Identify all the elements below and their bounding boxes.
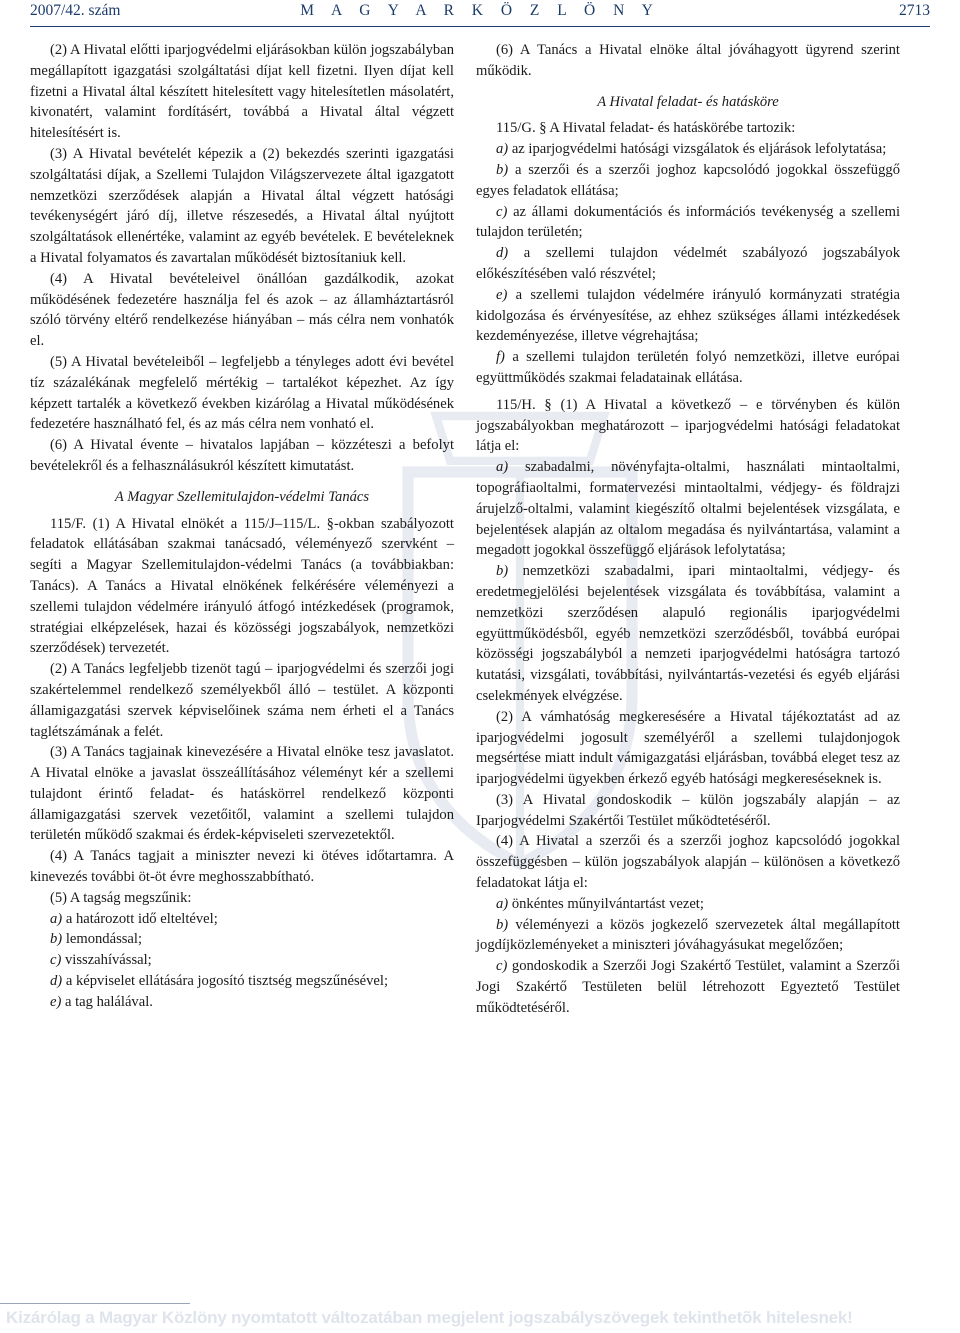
list-label: b) <box>496 563 509 580</box>
paragraph: (2) A Hivatal előtti iparjogvédelmi eljárásokban külön jogszabályban megállapított igazgatási szolgáltatási díjat kell fizetni. Ilyen díjat kell fizetni a Hivatal által készített hitelesített vagy hitelesítetlen másolatért, kivonatért, valamint fordításért, továbbá a Hivatal által végzett hitelesítésért is. <box>30 42 454 142</box>
list-item <box>476 457 900 561</box>
page-header <box>30 2 930 26</box>
list-label: a) <box>496 895 509 912</box>
list-item <box>30 929 454 950</box>
list-text: a szellemi tulajdon területén folyó nemzetközi, illetve európai együttműködés szakmai feladatainak ellátása. <box>476 349 900 386</box>
paragraph: (3) A Tanács tagjainak kinevezésére a Hivatal elnöke tesz javaslatot. A Hivatal elnöke a javaslat összeállításához véleményt kér a szellemi tulajdont érintő feladat- és hatáskörrel rendelkező központi államigazgatási szervek vezetőitől, valamint a szellemi tulajdon területén működő szakmai és érdek-képviseleti szervezetektől. <box>30 744 454 844</box>
section-heading: A Magyar Szellemitulajdon-védelmi Tanács <box>114 488 370 505</box>
list-item <box>476 894 900 915</box>
list-item <box>476 285 900 347</box>
list-item <box>476 915 900 957</box>
list-text: a szellemi tulajdon védelmét szabályozó jogszabályok előkészítésében való részvétel; <box>476 245 900 282</box>
list-label: b) <box>496 161 509 178</box>
paragraph: (4) A Hivatal a szerzői és a szerzői joghoz kapcsolódó jogokkal összefüggésben – külön jogszabályok alapján – különösen a következő feladatokat látja el: <box>476 833 900 892</box>
list-text: a tag halálával. <box>61 993 153 1010</box>
list-label: e) <box>496 286 508 303</box>
issue-number: 2007/42. szám <box>30 2 121 19</box>
list-label: f) <box>496 349 505 366</box>
paragraph: (5) A Hivatal bevételeiből – legfeljebb a tényleges adott évi bevétel tíz százalékának megfelelő mértékig – tartalékot képezhet. Az így képzett tartalék a következő években kizárólag a Hivatal működésének fedezetére használható fel, és az más célra nem vonható el. <box>30 353 454 433</box>
list-item <box>30 909 454 930</box>
section-heading: A Hivatal feladat- és hatásköre <box>597 93 779 110</box>
paragraph: (2) A vámhatóság megkeresésére a Hivatal tájékoztatást ad az iparjogvédelmi jogosult személyéről a szellemi tulajdonjogok megsértése miatt indult vámigazgatási eljárásban, továbbá eleget tesz az iparjogvédelmi ügyekben érkező egyéb hatósági megkereséseknek is. <box>476 708 900 788</box>
paragraph: (3) A Hivatal bevételét képezik a (2) bekezdés szerinti igazgatási szolgáltatási díjak, a Szellemi Tulajdon Világszervezete által igazgatott nemzetközi szerződések alapján a Hivatal által végzett hatósági tevékenységért járó díj, illetve részesedés, a Hivatal által nyújtott szolgáltatások ellenértéke, valamint az egyéb bevételek. E bevételeknek a Hivatal folyamatos és zavartalan működését biztosítaniuk kell. <box>30 145 454 266</box>
paragraph: (3) A Hivatal gondoskodik – külön jogszabály alapján – az Iparjogvédelmi Szakértői Testület működtetéséről. <box>476 791 900 829</box>
paragraph: (4) A Hivatal bevételeivel önállóan gazdálkodik, azokat működésének fedezetére használja fel és azok – az államháztartásról szóló törvény eltérő rendelkezése hiányában – más célra nem vonhatók el. <box>30 270 454 350</box>
list-label: a) <box>50 910 63 927</box>
paragraph: (2) A Tanács legfeljebb tizenöt tagú – iparjogvédelmi és szerzői jogi szakértelemmel rendelkező személyekből álló – testület. A központi államigazgatási szervek képviselőinek száma nem érheti el a Tanács taglétszámának a felét. <box>30 661 454 740</box>
list-item <box>30 971 454 992</box>
paragraph: (5) A tagság megszűnik: <box>50 889 192 906</box>
list-text: önkéntes műnyilvántartást vezet; <box>508 895 704 912</box>
paragraph: (4) A Tanács tagjait a miniszter nevezi ki ötéves időtartamra. A kinevezés további öt-öt évre meghosszabbítható. <box>30 848 454 886</box>
header-rule <box>30 26 930 27</box>
list-item <box>476 243 900 285</box>
list-label: d) <box>50 973 63 990</box>
list-item <box>476 956 900 1018</box>
list-text: a szellemi tulajdon védelmére irányuló kormányzati stratégia kidolgozása és érvényesítése, az ehhez szükséges állami intézkedések kezdeményezése, illetve végrehajtása; <box>476 286 900 345</box>
list-item <box>476 347 900 389</box>
list-text: a szerzői és a szerzői joghoz kapcsolódó jogokkal összefüggő egyes feladatok ellátása; <box>476 161 900 199</box>
list-item <box>476 561 900 707</box>
list-text: nemzetközi szabadalmi, ipari mintaoltalmi, védjegy- és eredetmegjelölési bejelentések vizsgálata és továbbítása, valamint a nemzetközi szerződésen alapuló regionális iparjogvédelmi együttműködésből, egyéb nemzetközi szerződésből, továbbá európai közösségi jogszabályból a nemzeti iparjogvédelmi hatóságra tartozó kutatási, vizsgálati, továbbítási, nyilvántartás-vezetési és egyéb eljárási cselekmények elvégzése. <box>476 563 900 704</box>
authenticity-notice: Kizárólag a Magyar Közlöny nyomtatott változatában megjelent jogszabályszövegek tekinthetõk hitelesnek! <box>6 1308 853 1327</box>
paragraph: (6) A Tanács a Hivatal elnöke által jóváhagyott ügyrend szerint működik. <box>476 42 900 79</box>
list-label: b) <box>50 931 63 948</box>
paragraph: 115/H. § (1) A Hivatal a következő – e törvényben és külön jogszabályokban meghatározott – iparjogvédelmi hatósági feladatokat látja el: <box>476 396 900 455</box>
list-item <box>476 202 900 244</box>
list-item <box>476 139 900 160</box>
list-label: d) <box>496 245 509 262</box>
list-text: az iparjogvédelmi hatósági vizsgálatok és eljárások lefolytatása; <box>508 141 887 158</box>
list-text: az állami dokumentációs és információs tevékenység a szellemi tulajdon területén; <box>476 203 900 241</box>
list-label: c) <box>50 952 62 969</box>
list-label: b) <box>496 916 509 933</box>
list-text: visszahívással; <box>61 952 152 969</box>
list-text: gondoskodik a Szerzői Jogi Szakértő Testület, valamint a Szerzői Jogi Szakértő Testületen belül létrehozott Egyeztető Testület működtetéséről. <box>476 958 900 1016</box>
list-text: a határozott idő elteltével; <box>62 910 218 927</box>
left-column <box>30 40 454 1013</box>
list-label: c) <box>496 203 508 220</box>
paragraph: (6) A Hivatal évente – hivatalos lapjában – közzéteszi a befolyt bevételekről és a felhasználásukról készített kimutatást. <box>30 437 454 474</box>
page-number: 2713 <box>899 2 930 19</box>
publication-title: M A G Y A R K Ö Z L Ö N Y <box>300 2 660 19</box>
list-text: véleményezi a közös jogkezelő szervezetek által megállapított jogdíjközleményeket a miniszteri jóváhagyásukat megelőzően; <box>476 916 900 954</box>
list-label: a) <box>496 141 509 158</box>
list-label: e) <box>50 993 62 1010</box>
list-label: c) <box>496 958 508 975</box>
list-text: a képviselet ellátására jogosító tisztség megszűnésével; <box>62 973 388 990</box>
list-item <box>30 950 454 971</box>
list-label: a) <box>496 459 509 476</box>
paragraph: 115/F. (1) A Hivatal elnökét a 115/J–115/L. §-okban szabályozott feladatok ellátásában szakmai tanácsadó, véleményező szervként – segíti a Magyar Szellemitulajdon-védelmi Tanács (a továbbiakban: Tanács). A Tanács a Hivatal elnökének felkérésére véleményezi a szellemi tulajdon védelmére irányuló átfogó intézkedések (programok, stratégiai elképzelések, hazai és közösségi jogszabályok, nemzetközi szerződések) tervezetét. <box>30 515 454 657</box>
list-text: szabadalmi, növényfajta-oltalmi, használati mintaoltalmi, topográfiaoltalmi, formatervezési mintaoltalmi, védjegy- és földrajzi árujelző-oltalmi, valamint kiegészítő oltalmi bejelentések vizsgálata, e bejelentések alapján az oltalom megadása és nyilvántartása, valamint a megadott jogokkal összefüggő eljárások lefolytatása; <box>476 459 900 559</box>
list-text: lemondással; <box>62 931 143 948</box>
footer-rule <box>0 1303 190 1304</box>
paragraph: 115/G. § A Hivatal feladat- és hatáskörébe tartozik: <box>496 120 796 137</box>
right-column <box>476 40 900 1019</box>
list-item <box>476 160 900 202</box>
list-item <box>30 992 454 1013</box>
